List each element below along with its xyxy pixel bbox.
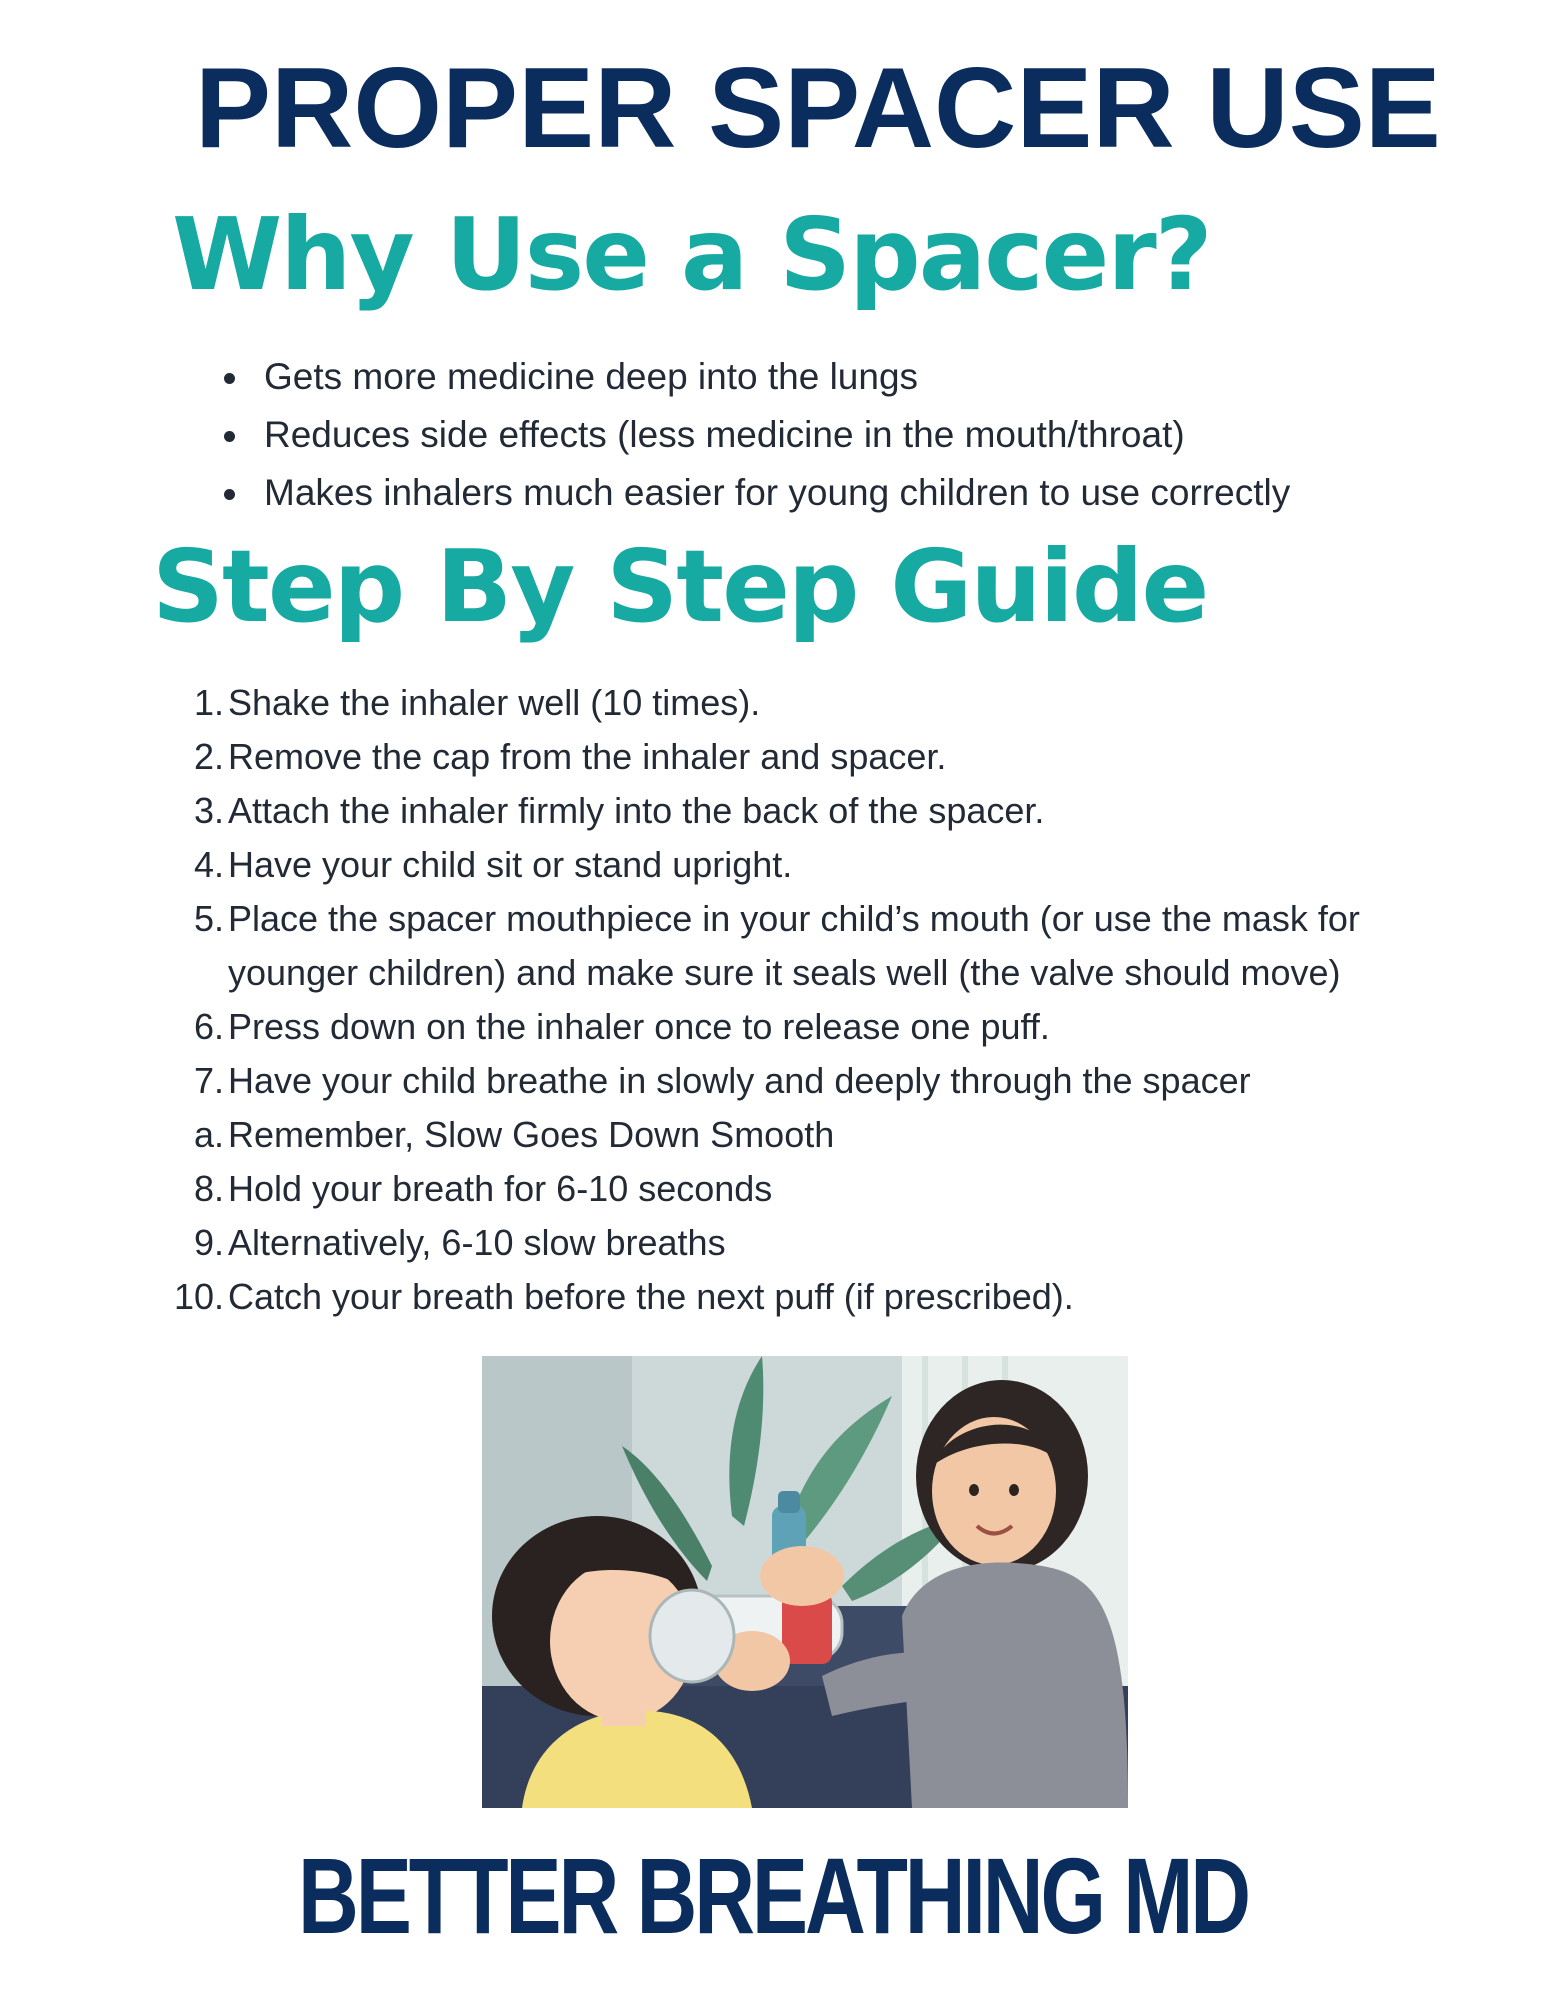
step-item bbox=[160, 1054, 1360, 1108]
benefit-item bbox=[222, 406, 1290, 464]
benefit-text: Makes inhalers much easier for young children to use correctly bbox=[264, 472, 1291, 513]
step-item bbox=[160, 730, 1360, 784]
step-text: Alternatively, 6-10 slow breaths bbox=[228, 1222, 726, 1263]
inhaler-spacer-illustration bbox=[482, 1356, 1128, 1808]
step-text: Remove the cap from the inhaler and spacer. bbox=[228, 736, 947, 777]
step-number: 2. bbox=[193, 736, 224, 777]
step-text: Hold your breath for 6-10 seconds bbox=[228, 1168, 773, 1209]
step-item bbox=[160, 676, 1360, 730]
step-item bbox=[160, 1270, 1360, 1324]
benefit-text: Reduces side effects (less medicine in the mouth/throat) bbox=[264, 414, 1185, 455]
step-text-line-1: Place the spacer mouthpiece in your child’s mouth (or use the mask for bbox=[228, 898, 1360, 939]
benefits-list bbox=[222, 348, 1290, 522]
brand-name bbox=[0, 1835, 1545, 1956]
step-number: 8. bbox=[193, 1168, 224, 1209]
brand-text: BETTER BREATHING MD bbox=[297, 1835, 1248, 1956]
step-number: 6. bbox=[193, 1006, 224, 1047]
step-text-line-2: younger children) and make sure it seals well (the valve should move) bbox=[228, 952, 1341, 993]
step-number: 1. bbox=[193, 682, 224, 723]
sub-step-item bbox=[160, 1108, 1360, 1162]
step-text: Catch your breath before the next puff (if prescribed). bbox=[228, 1276, 1074, 1317]
step-item bbox=[160, 1216, 1360, 1270]
step-item bbox=[160, 838, 1360, 892]
step-by-step-guide-heading: Step By Step Guide bbox=[152, 528, 1208, 645]
step-number: 9. bbox=[193, 1222, 224, 1263]
benefit-text: Gets more medicine deep into the lungs bbox=[264, 356, 919, 397]
step-item bbox=[160, 784, 1360, 838]
sub-step-letter: a. bbox=[193, 1114, 224, 1155]
step-text: Press down on the inhaler once to release one puff. bbox=[228, 1006, 1050, 1047]
step-text: Have your child breathe in slowly and deeply through the spacer bbox=[228, 1060, 1251, 1101]
step-number: 4. bbox=[193, 844, 224, 885]
step-number: 10. bbox=[173, 1276, 224, 1317]
step-item bbox=[160, 892, 1360, 1000]
benefit-item bbox=[222, 464, 1290, 522]
benefit-item bbox=[222, 348, 1290, 406]
step-item bbox=[160, 1000, 1360, 1054]
step-text: Have your child sit or stand upright. bbox=[228, 844, 793, 885]
step-number: 7. bbox=[193, 1060, 224, 1101]
why-use-spacer-heading: Why Use a Spacer? bbox=[172, 196, 1211, 313]
illustration-image bbox=[482, 1356, 1128, 1808]
step-text: Attach the inhaler firmly into the back of the spacer. bbox=[228, 790, 1045, 831]
page-title: PROPER SPACER USE bbox=[195, 45, 1441, 172]
bullet-icon bbox=[224, 431, 235, 442]
step-text: Shake the inhaler well (10 times). bbox=[228, 682, 761, 723]
bullet-icon bbox=[224, 373, 235, 384]
step-number: 3. bbox=[193, 790, 224, 831]
step-item bbox=[160, 1162, 1360, 1216]
steps-list bbox=[160, 676, 1360, 1324]
bullet-icon bbox=[224, 489, 235, 500]
step-number: 5. bbox=[193, 898, 224, 939]
sub-step-text: Remember, Slow Goes Down Smooth bbox=[228, 1114, 835, 1155]
